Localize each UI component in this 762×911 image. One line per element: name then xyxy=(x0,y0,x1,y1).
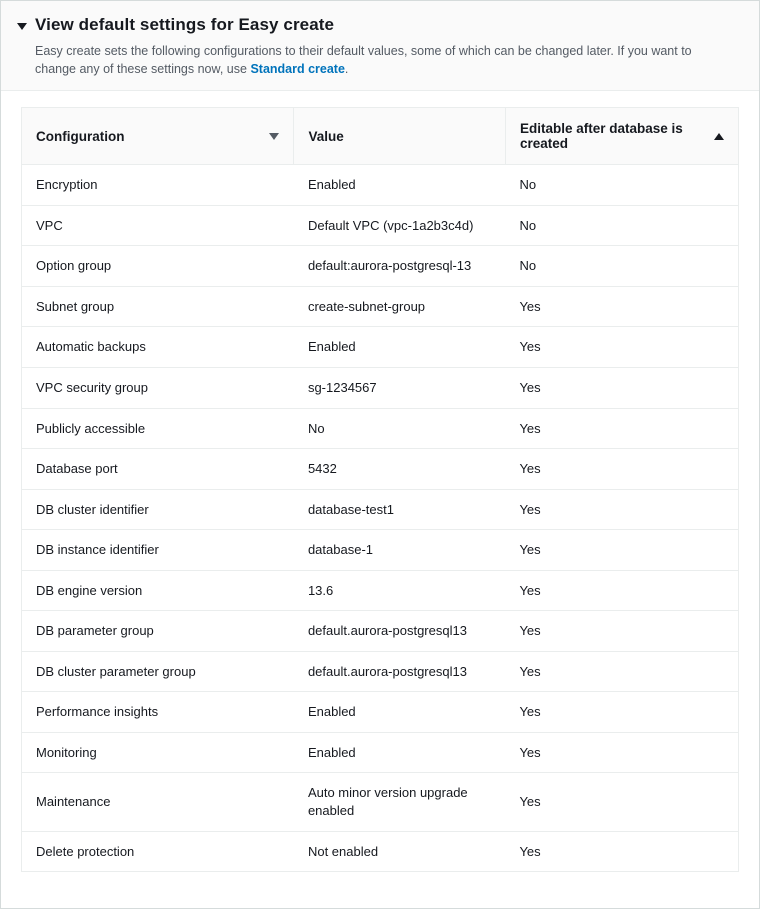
cell-configuration: Maintenance xyxy=(22,773,294,831)
cell-value: Not enabled xyxy=(307,843,379,859)
table-row xyxy=(22,611,739,652)
cell-value: 5432 xyxy=(294,449,506,490)
table-row xyxy=(22,570,739,611)
cell-configuration: Subnet group xyxy=(22,286,294,327)
cell-value: Enabled xyxy=(294,165,506,206)
cell-configuration: Option group xyxy=(22,246,294,287)
cell-value: default:aurora-postgresql-13 xyxy=(294,246,506,287)
column-header-configuration-label: Configuration xyxy=(36,128,125,144)
cell-editable: Yes xyxy=(505,408,738,449)
cell-value: Enabled xyxy=(294,327,506,368)
cell-editable: Yes xyxy=(505,327,738,368)
table-row xyxy=(22,246,739,287)
table-row xyxy=(22,286,739,327)
cell-value: 13.6 xyxy=(294,570,506,611)
default-settings-table xyxy=(21,107,739,872)
column-header-editable[interactable] xyxy=(505,108,738,165)
table-header-row xyxy=(22,108,739,165)
cell-editable: Yes xyxy=(505,530,738,571)
cell-configuration: Database port xyxy=(22,449,294,490)
cell-value: default.aurora-postgresql13 xyxy=(294,651,506,692)
cell-configuration: Performance insights xyxy=(22,692,294,733)
cell-configuration: Encryption xyxy=(22,165,294,206)
cell-editable: Yes xyxy=(505,449,738,490)
table-body xyxy=(22,165,739,872)
table-row xyxy=(22,773,739,831)
cell-value: Auto minor version upgrade enabled xyxy=(294,773,506,831)
cell-configuration: DB instance identifier xyxy=(22,530,294,571)
column-header-value-label: Value xyxy=(308,128,344,144)
table-row xyxy=(22,489,739,530)
cell-value: default.aurora-postgresql13 xyxy=(294,611,506,652)
cell-configuration: Automatic backups xyxy=(22,327,294,368)
cell-editable: No xyxy=(505,165,738,206)
cell-editable: Yes xyxy=(505,570,738,611)
cell-editable: Yes xyxy=(505,773,738,831)
cell-editable: Yes xyxy=(505,651,738,692)
cell-value: database-test1 xyxy=(294,489,506,530)
cell-editable: No xyxy=(505,205,738,246)
table-row xyxy=(22,205,739,246)
cell-configuration: DB parameter group xyxy=(22,611,294,652)
cell-configuration: Publicly accessible xyxy=(22,408,294,449)
cell-value: database-1 xyxy=(294,530,506,571)
table-row xyxy=(22,831,739,872)
standard-create-link[interactable]: Standard create xyxy=(250,62,345,77)
cell-configuration: Delete protection xyxy=(36,843,135,859)
cell-value: No xyxy=(294,408,506,449)
cell-editable: Yes xyxy=(505,489,738,530)
cell-configuration: VPC xyxy=(22,205,294,246)
expand-header-row[interactable] xyxy=(17,15,743,35)
cell-value: Enabled xyxy=(294,692,506,733)
cell-value: sg-1234567 xyxy=(294,367,506,408)
table-row xyxy=(22,367,739,408)
cell-editable: Yes xyxy=(505,286,738,327)
panel-header xyxy=(1,1,759,91)
cell-editable: Yes xyxy=(505,367,738,408)
cell-value: Enabled xyxy=(294,732,506,773)
table-row xyxy=(22,651,739,692)
cell-configuration: VPC security group xyxy=(22,367,294,408)
table-row xyxy=(22,530,739,571)
cell-editable: No xyxy=(505,246,738,287)
table-head xyxy=(22,108,739,165)
description-text-after: . xyxy=(344,62,349,77)
cell-editable: Yes xyxy=(505,611,738,652)
table-row xyxy=(22,449,739,490)
cell-configuration: Monitoring xyxy=(22,732,294,773)
sort-ascending-icon[interactable] xyxy=(714,133,724,140)
page-title: View default settings for Easy create xyxy=(35,15,335,34)
table-row xyxy=(22,732,739,773)
cell-editable: Yes xyxy=(505,732,738,773)
sort-descending-icon[interactable] xyxy=(269,133,279,140)
cell-editable: Yes xyxy=(519,843,541,859)
panel-description xyxy=(35,42,735,78)
table-row xyxy=(22,408,739,449)
cell-configuration: DB cluster parameter group xyxy=(22,651,294,692)
cell-configuration: DB engine version xyxy=(22,570,294,611)
column-header-configuration[interactable] xyxy=(22,108,294,165)
table-row xyxy=(22,692,739,733)
cell-value: Default VPC (vpc-1a2b3c4d) xyxy=(294,205,506,246)
settings-table-wrapper xyxy=(1,91,759,908)
chevron-down-icon[interactable] xyxy=(17,23,27,30)
column-header-value[interactable] xyxy=(294,108,506,165)
table-row xyxy=(22,165,739,206)
cell-editable: Yes xyxy=(505,692,738,733)
table-row xyxy=(22,327,739,368)
cell-configuration: DB cluster identifier xyxy=(22,489,294,530)
description-text-before: Easy create sets the following configurations to their default values, some of which can be changed later. If you want to change any of these settings now, use xyxy=(35,44,692,77)
cell-value: create-subnet-group xyxy=(294,286,506,327)
column-header-editable-label: Editable after database is created xyxy=(519,121,683,152)
